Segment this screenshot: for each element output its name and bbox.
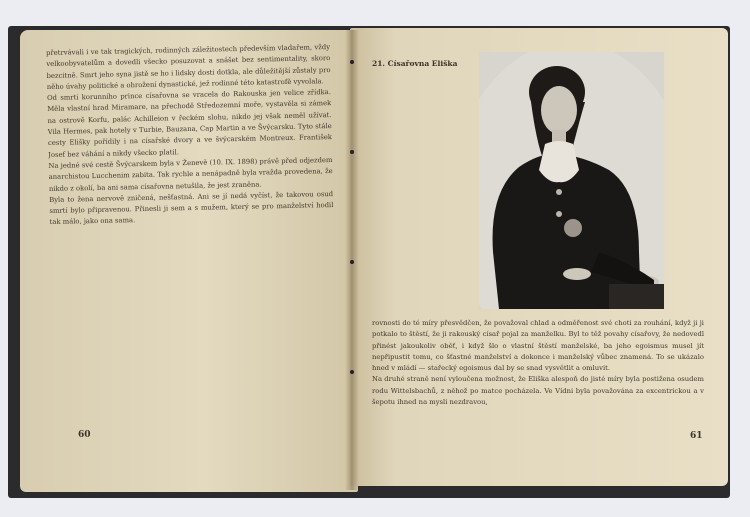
binding-stitch (350, 260, 354, 264)
left-page-number: 60 (78, 430, 91, 440)
left-page-text: přetrvávali i ve tak tragických, rodinných záležitostech především vladařem, vždy velkoobyvatelům a dovedli všecko posuzovat a snášet bez sentimentality, skoro bezcitně. Smrt jeho syna jistě se ho i lidsky dosti dotkla, ale důležitější zůstaly pro něho úvahy politické a ohrožení dynastické, jež rodinné této katastrofě vyvolala. Od smrti korunního prince císařovna se vracela do Rakouska jen velice zřídka. Měla vlastní hrad Miramare, na přechodě Středozemní moře, vystavěla si zámek na ostrově Korfu, palác Achilleion v řeckém slohu, nikdo jej však neměl užívat. Vila Hermes, pak hotely v Turbie, Bauzana, Cap Martin a ve Švýcarsku. Tyto stále cesty Elišky pořídily i na císařské dvory a ve švýcarském Montreux. František Josef bez váhání a nikdy všecko platil. Na jedné své cestě Švýcarskem byla v Ženevě (10. IX. 1898) právě před odjezdem anarchistou Lucchenim zabita. Tak rychle a nenápadně byla vražda provedena, že nikdo z okolí, ba ani sama císařovna netušila, že jest zraněna. Byla to žena nervově zničená, nešťastná. Ani se jí nedá vyčíst, že takovou osud smrtí bylo připravenou. Přinesli ji sem a s mužem, který se pro manželství hodil tak málo, jako ona sama. (46, 43, 334, 227)
binding-stitch (350, 150, 354, 154)
binding-stitch (350, 60, 354, 64)
right-page-number: 61 (690, 431, 703, 441)
portrait-icon (479, 52, 664, 309)
right-page-text: rovnosti do té míry přesvědčen, že považoval chlad a odměřenost své choti za rouhání, když ji ji potkalo to štěstí, že ji rakouský císař pojal za manželku. Byl to těž povahy císařovy, že nedovedl přinést jakoukoliv oběť, i když šlo o vlastní štěstí manželské, ba jeho egoismus musel jít nepřipustit tomu, co šťastné manželství a dokonce i manželský vůbec znamená. To se ukázalo hned v mládí — stařecký egoismus dal by se snad vysvětlit a omluvit. Na druhé straně není vyloučena možnost, že Eliška alespoň do jisté míry byla postižena osudem rodu Wittelsbachů, z něhož po matce pocházela. Ve Vídni byla považována za excentrickou a v šepotu ihned na mysli nezdravou, (372, 319, 704, 407)
binding-stitch (350, 370, 354, 374)
running-head: 21. Císařovna Eliška (372, 59, 458, 68)
portrait-photograph (479, 52, 664, 309)
